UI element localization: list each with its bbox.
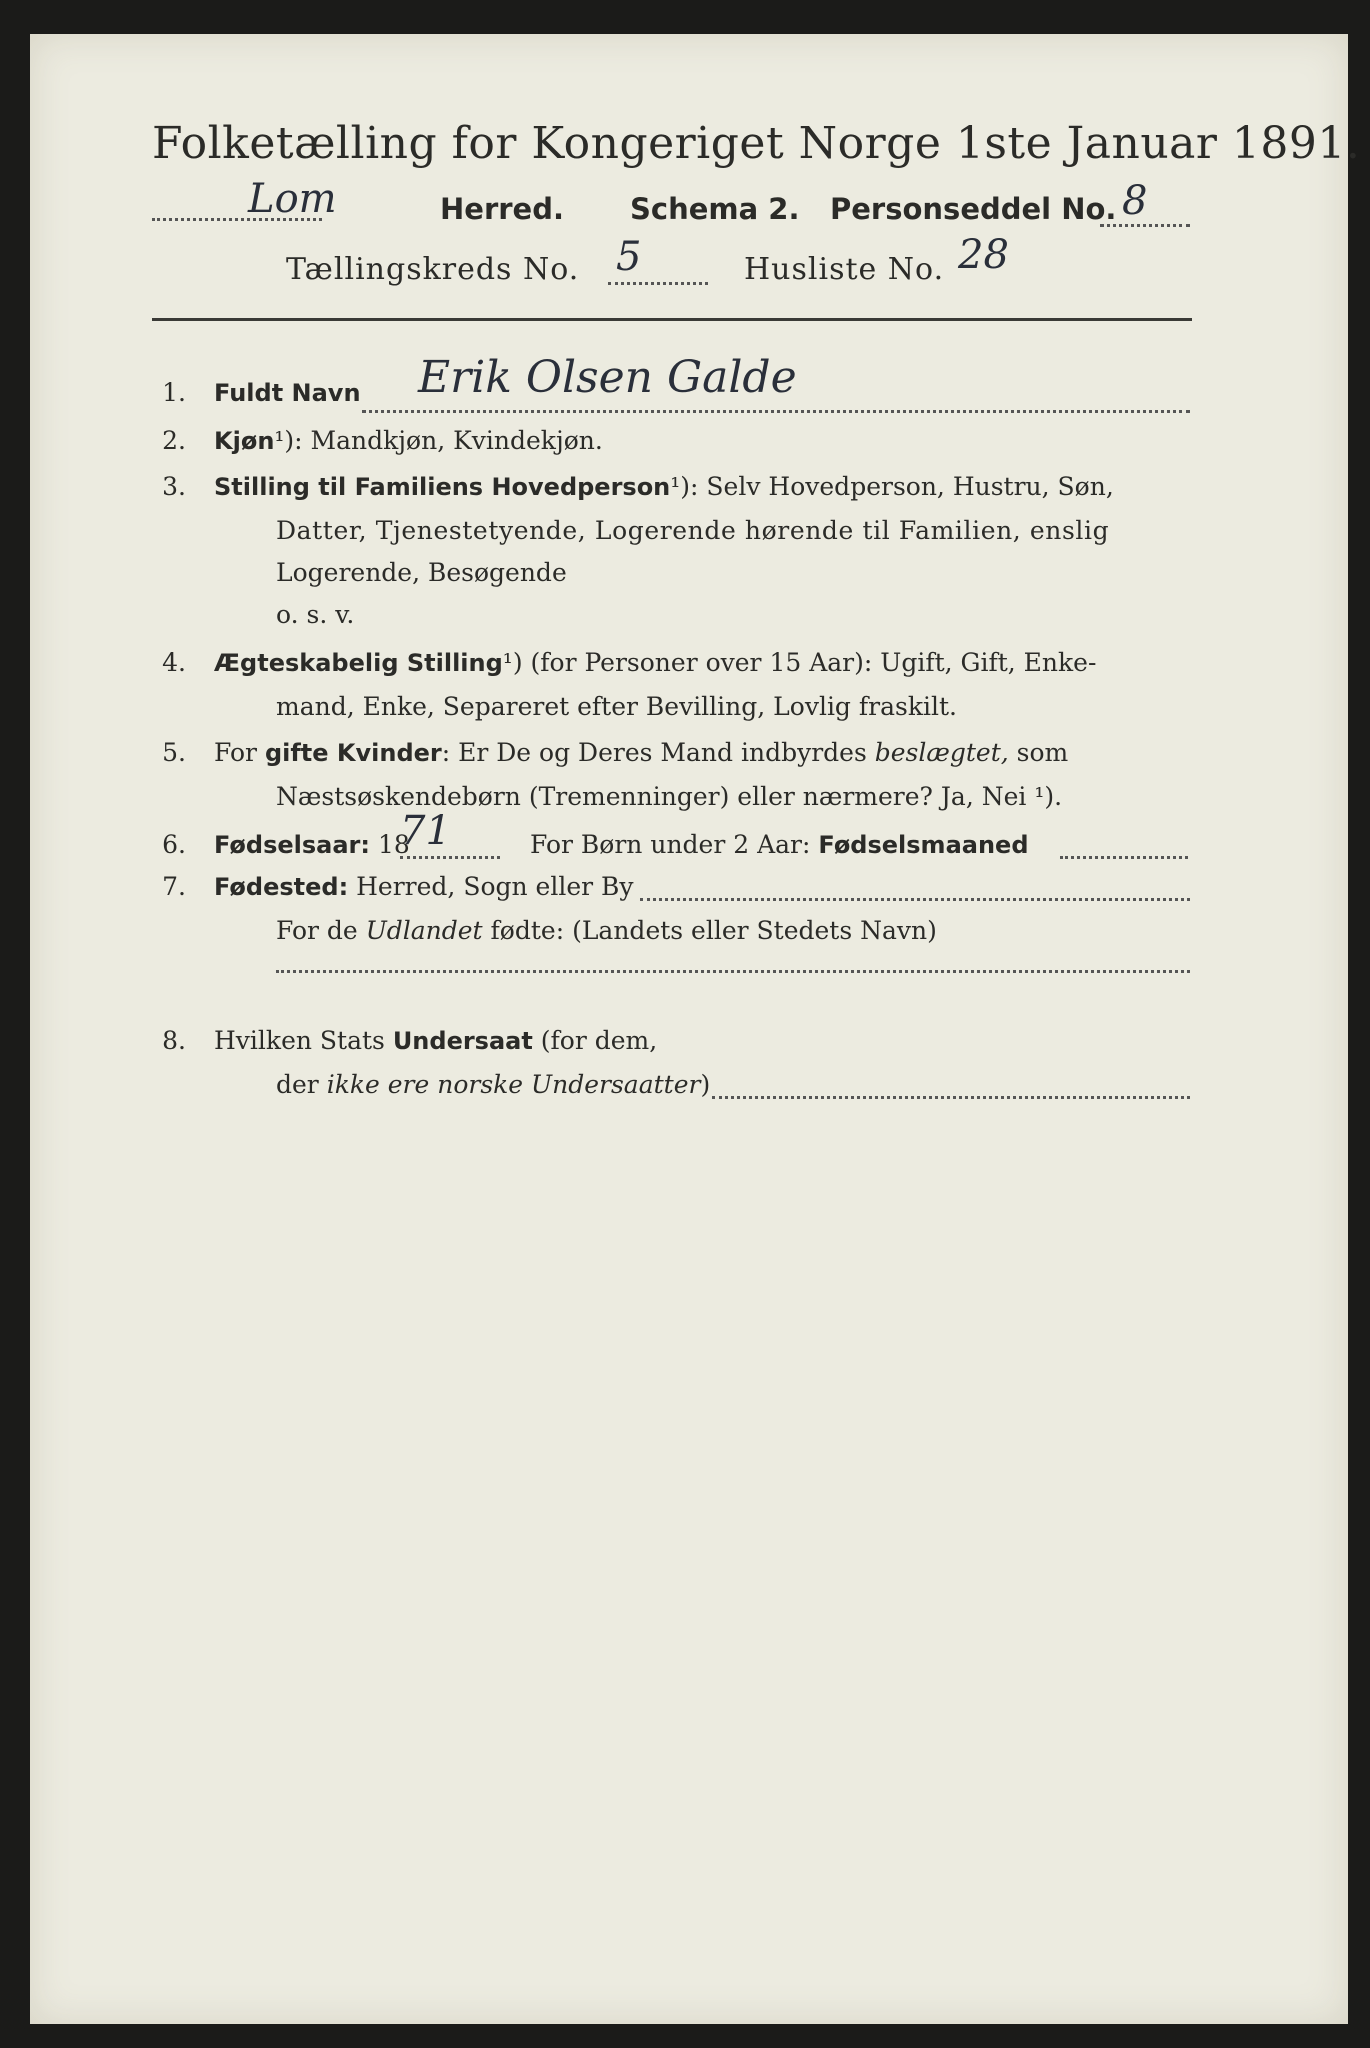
item-4-text-1: ¹) (for Personer over 15 Aar): Ugift, Gift, Enke- (502, 648, 1097, 677)
item-7-text-b: Udlandet (365, 916, 483, 945)
item-7-number: 7. (162, 872, 186, 901)
item-5-line-1 (214, 738, 1068, 767)
item-6-label: Fødselsaar: (214, 831, 370, 859)
item-4-number: 4. (162, 648, 186, 677)
personseddel-label: Personseddel No. (830, 192, 1117, 226)
item-8-line-1 (214, 1026, 657, 1055)
item-3-line-1 (214, 472, 1114, 501)
item-5-text-b: : Er De og Deres Mand indbyrdes (441, 738, 875, 767)
husliste-value: 28 (958, 232, 1009, 278)
item-6-text-b: For Børn under 2 Aar: (530, 830, 819, 859)
item-1-dotline (362, 410, 1190, 413)
item-1-label: Fuldt Navn (214, 379, 361, 407)
item-7-line-2 (276, 916, 937, 945)
item-6-number: 6. (162, 830, 186, 859)
item-5-text-a: For (214, 738, 265, 767)
kreds-value: 5 (616, 234, 642, 280)
item-3-line-3: Logerende, Besøgende (276, 558, 567, 587)
item-4-label: Ægteskabelig Stilling (214, 649, 503, 677)
item-8-text-e: ) (700, 1070, 711, 1099)
item-3-label: Stilling til Familiens Hovedperson (214, 473, 671, 501)
item-5-number: 5. (162, 738, 186, 767)
item-8-text-a: Hvilken Stats (214, 1026, 393, 1055)
item-6-answer: 71 (400, 808, 451, 854)
form-title: Folketælling for Kongeriget Norge 1ste Januar 1891. (152, 118, 1361, 169)
personseddel-dotline (1100, 224, 1190, 227)
item-4-line-1 (214, 648, 1096, 677)
item-6-line-1 (214, 830, 410, 859)
item-8-number: 8. (162, 1026, 186, 1055)
item-3-text-1: ¹): Selv Hovedperson, Hustru, Søn, (670, 472, 1114, 501)
item-6-label-2: Fødselsmaaned (818, 831, 1029, 859)
item-5-text-c: beslægtet, (874, 738, 1009, 767)
kreds-dotline (608, 282, 708, 285)
item-7-dotline-1 (640, 898, 1190, 901)
item-7-text-a: For de (276, 916, 366, 945)
item-4-line-2: mand, Enke, Separeret efter Bevilling, Lovlig fraskilt. (276, 692, 957, 721)
item-7-text-1: Herred, Sogn eller By (348, 872, 634, 901)
item-5-line-2: Næstsøskendebørn (Tremenninger) eller nærmere? Ja, Nei ¹). (276, 782, 1063, 811)
husliste-label: Husliste No. (744, 252, 945, 287)
schema-label: Schema 2. (630, 192, 800, 226)
item-3-line-2: Datter, Tjenestetyende, Logerende hørende til Familien, enslig (276, 516, 1110, 545)
item-6-dotline-2 (1060, 856, 1188, 859)
personseddel-value: 8 (1122, 178, 1148, 224)
item-6-dotline-1 (400, 856, 500, 859)
item-8-text-c: der (276, 1070, 327, 1099)
item-2-text (214, 426, 603, 455)
item-6-line-1b (530, 830, 1029, 859)
item-1-text (214, 378, 361, 407)
item-3-line-4: o. s. v. (276, 600, 355, 629)
item-2-label: Kjøn (214, 427, 275, 455)
item-2-number: 2. (162, 426, 186, 455)
item-1-answer: Erik Olsen Galde (418, 352, 797, 403)
herred-label: Herred. (440, 192, 564, 226)
kreds-label: Tællingskreds No. (286, 252, 580, 287)
item-8-label: Undersaat (392, 1027, 533, 1055)
item-7-dotline-2 (276, 970, 1190, 973)
item-7-line-1 (214, 872, 634, 901)
item-1-number: 1. (162, 378, 186, 407)
herred-value: Lom (248, 176, 337, 222)
item-5-text-d: som (1008, 738, 1069, 767)
header-rule (152, 318, 1192, 321)
item-8-line-2 (276, 1070, 710, 1099)
item-7-label: Fødested: (214, 873, 349, 901)
item-7-text-c: fødte: (Landets eller Stedets Navn) (482, 916, 937, 945)
item-8-text-b: (for dem, (532, 1026, 658, 1055)
item-6-prefix: 18 (370, 830, 410, 859)
item-3-number: 3. (162, 472, 186, 501)
item-8-dotline (712, 1096, 1190, 1099)
item-2-rest: ¹): Mandkjøn, Kvindekjøn. (274, 426, 603, 455)
item-5-label: gifte Kvinder (264, 739, 442, 767)
item-8-text-d: ikke ere norske Undersaatter (326, 1070, 701, 1099)
